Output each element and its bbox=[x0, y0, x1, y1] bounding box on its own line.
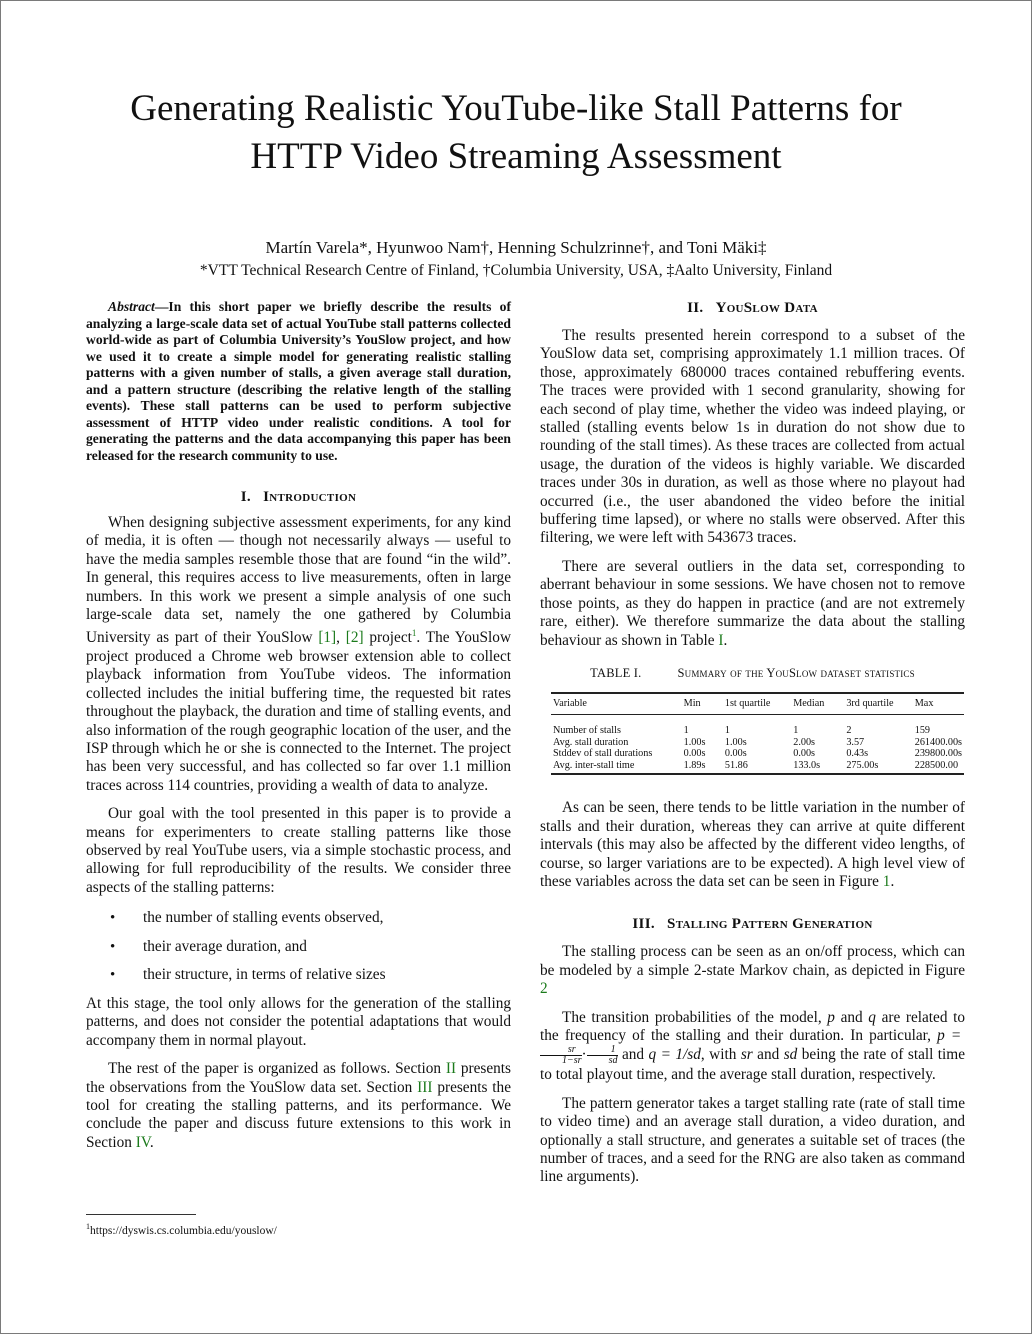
table-cell: 3.57 bbox=[846, 736, 865, 748]
figure-link-1[interactable]: 1 bbox=[882, 872, 891, 890]
figure-link-2[interactable]: 2 bbox=[540, 980, 548, 998]
footnote-divider bbox=[86, 1214, 196, 1215]
bullet-icon: • bbox=[110, 967, 116, 984]
list-item: • their structure, in terms of relative sizes bbox=[110, 966, 386, 984]
intro-paragraph-2: Our goal with the tool presented in this paper is to provide a means for experimenters to create stalling patterns like those observed by real YouTube users, via a simple stochastic process, and allowing for full reproducibility of the results. We consider three aspects of the stalling patterns: bbox=[86, 805, 511, 896]
table-title: Summary of the YouSlow dataset statistics bbox=[677, 665, 915, 680]
intro-paragraph-4: The rest of the paper is organized as follows. Section II presents the observations from the YouSlow data set. Section III presents the tool for creating the stalling patterns, and its performance. We conclude the paper and discuss future extensions to this work in Section IV. bbox=[86, 1060, 511, 1151]
citation-link-2[interactable]: [2] bbox=[345, 629, 364, 647]
table-header-row bbox=[551, 693, 964, 714]
footnote bbox=[86, 1220, 277, 1238]
bullet-icon: • bbox=[110, 910, 116, 927]
table-cell: 0.00s bbox=[724, 748, 747, 760]
table-cell: 133.0s bbox=[793, 759, 821, 771]
table-cell: 261400.00s bbox=[914, 736, 962, 748]
intro-paragraph-1: When designing subjective assessment experiments, for any kind of media, it is often — though not necessarily always — useful to have the media samples resemble those that are found “in the wild”. In general, this requires access to live measurements, often in large numbers. In this work we present a simple analysis of one such large-scale data set, namely the one gathered by Columbia University as part of their YouSlow [1], [2] project$^1$. The YouSlow project produced a Chrome web browser extension able to collect playback information from YouTube videos. The information collected includes the initial buffering time, the requested bit rates throughout the playback, the duration and time of stalling events, and also information of the rough geographic location of the user, and the ISP through which he or she is connected to the Internet. The project has been very successful, and has collected so far over 1.1 million traces across 114 countries, providing a wealth of data to analyze. bbox=[86, 514, 511, 794]
list-item: • the number of stalling events observed, bbox=[110, 909, 384, 927]
table-cell: 275.00s bbox=[846, 759, 879, 771]
table-cell: Stddev of stall durations bbox=[553, 748, 653, 760]
section-heading-youslow-data bbox=[540, 299, 965, 317]
generation-paragraph-1: The stalling process can be seen as an on/off process, which can be modeled by a simple 2-state Markov chain, as depicted in Figure 2 bbox=[540, 943, 965, 998]
table-cell: 0.00s bbox=[683, 748, 706, 760]
list-item: • their average duration, and bbox=[110, 937, 307, 955]
table-caption bbox=[540, 664, 965, 682]
table-cell: 2 bbox=[846, 724, 852, 736]
table-cell: 228500.00 bbox=[914, 759, 959, 771]
generation-paragraph-2: The transition probabilities of the model, p and q are related to the frequency of the stalling and their duration. In particular, p = $\frac{sr}{1-sr}$ · $\frac{1}{sd}$ and q = 1/sd, with sr and sd being the rate of stall time to total playout time, and the average stall duration, respectively. bbox=[540, 1008, 965, 1084]
data-paragraph-3: As can be seen, there tends to be little variation in the number of stalls and their duration, whereas they can arrive at quite different intervals (this may also be affected by the different video lengths, of course, so larger variations are to be expected). A high level view of these variables across the data set can be seen in Figure 1. bbox=[540, 799, 965, 890]
table-cell: Number of stalls bbox=[553, 724, 621, 736]
column-header: Variable bbox=[553, 698, 587, 710]
section-title: Stalling Pattern Generation bbox=[667, 916, 873, 933]
column-header: Max bbox=[914, 698, 934, 710]
author-list: Martín Varela*, Hyunwoo Nam†, Henning Schulzrinne†, and Toni Mäki‡ bbox=[265, 238, 767, 257]
left-column bbox=[86, 299, 511, 1152]
table-cell: 0.43s bbox=[846, 748, 869, 760]
table-cell: Avg. inter-stall time bbox=[553, 759, 635, 771]
title-line-2: HTTP Video Streaming Assessment bbox=[250, 136, 782, 177]
column-header: 3rd quartile bbox=[846, 698, 894, 710]
section-title: YouSlow Data bbox=[715, 300, 818, 316]
section-link-iv[interactable]: IV bbox=[135, 1133, 150, 1151]
table-cell: 1.89s bbox=[683, 759, 706, 771]
abstract-heading: Abstract bbox=[108, 299, 155, 314]
table-cell: 1.00s bbox=[724, 736, 747, 748]
section-title: Introduction bbox=[263, 489, 357, 505]
table-cell: 159 bbox=[914, 724, 931, 736]
table-row bbox=[551, 760, 964, 775]
table-link-i[interactable]: I bbox=[718, 631, 724, 649]
affiliations: *VTT Technical Research Centre of Finland, †Columbia University, USA, ‡Aalto University, Finland bbox=[199, 262, 833, 279]
paper-title bbox=[41, 85, 991, 181]
section-number: III. bbox=[632, 916, 655, 933]
table-row bbox=[551, 714, 964, 736]
right-column bbox=[540, 299, 965, 1187]
column-header: Min bbox=[683, 698, 701, 710]
bullet-icon: • bbox=[110, 938, 116, 955]
data-paragraph-2: There are several outliers in the data set, corresponding to aberrant behaviour in some sessions. We have chosen not to remove those points, as they do happen in practice (and are not extremely rare, either). We therefore summarize the data about the stalling behaviour as shown in Table I. bbox=[540, 557, 965, 649]
table-cell: 1 bbox=[793, 724, 799, 736]
table-cell: 239800.00s bbox=[914, 748, 962, 760]
equation-q: q = 1/sd bbox=[648, 1046, 701, 1064]
table-row bbox=[551, 737, 964, 749]
bullet-list bbox=[86, 909, 511, 995]
table-cell: 2.00s bbox=[793, 736, 816, 748]
section-number: II. bbox=[687, 300, 704, 316]
section-heading-stalling-pattern-generation bbox=[540, 915, 965, 933]
fraction-sr: $\frac{sr}{1-sr}$ bbox=[540, 1045, 582, 1066]
generation-paragraph-3: The pattern generator takes a target stalling rate (rate of stall time to video time) and an average stall duration, a video duration, and optionally a stall structure, and generates a suitable set of traces (the number of traces, and a seed for the RNG are also taken as command line arguments). bbox=[540, 1094, 965, 1186]
title-line-1: Generating Realistic YouTube-like Stall Patterns for bbox=[130, 88, 902, 129]
intro-paragraph-3: At this stage, the tool only allows for the generation of the stalling patterns, and does not consider the potential adaptations that would accompany them in normal playout. bbox=[86, 995, 511, 1049]
stats-table bbox=[551, 692, 964, 775]
citation-link-1[interactable]: [1] bbox=[318, 629, 337, 647]
abstract-text: —In this short paper we briefly describe the results of analyzing a large-scale data set of actual YouTube stall patterns collected world-wide as part of Columbia University’s YouSlow project, and how we used it to create a simple model for generating realistic stalling patterns with a given number of stalls, a given average stall duration, and a pattern structure (describing the relative length of the stalling events). These stall patterns can be used to perform subjective assessment of HTTP video under realistic conditions. A tool for generating the patterns and the data accompanying this paper has been released for the research community to use. bbox=[86, 299, 511, 463]
table-row bbox=[551, 748, 964, 760]
abstract bbox=[86, 299, 511, 464]
section-link-ii[interactable]: II bbox=[445, 1060, 457, 1078]
section-heading-introduction bbox=[86, 488, 511, 506]
table-label: TABLE I. bbox=[590, 665, 642, 680]
table-cell: 1 bbox=[683, 724, 689, 736]
column-header: 1st quartile bbox=[724, 698, 771, 710]
footnote-number: 1 bbox=[86, 1222, 90, 1231]
footnote-url[interactable]: https://dyswis.cs.columbia.edu/youslow/ bbox=[90, 1224, 277, 1237]
section-number: I. bbox=[240, 489, 251, 505]
table-cell: Avg. stall duration bbox=[553, 736, 629, 748]
column-header: Median bbox=[793, 698, 825, 710]
fraction-sd: $\frac{1}{sd}$ bbox=[587, 1045, 618, 1066]
data-paragraph-1: The results presented herein correspond to a subset of the YouSlow data set, comprising approximately 1.1 million traces. Of those, approximately 680000 traces contained rebuffering events. The traces were provided with 1 second granularity, showing for each second of play time, whether the video was indeed playing, or stalled (stalling events below 1s in duration do not show due to rounding of the stall times). As these traces are collected from actual usage, the duration of the videos is highly variable. We discarded traces under 30s in duration, as well as those where no playout had occurred (i.e., the user abandoned the video before the initial buffering time lapsed), or where no stalls were observed. After this filtering, we were left with 543673 traces. bbox=[540, 327, 965, 547]
table-cell: 0.00s bbox=[793, 748, 816, 760]
table-cell: 51.86 bbox=[724, 759, 748, 771]
equation-p: p = bbox=[937, 1026, 962, 1044]
table-cell: 1.00s bbox=[683, 736, 706, 748]
footnote-marker[interactable]: 1 bbox=[411, 628, 417, 639]
section-link-iii[interactable]: III bbox=[417, 1078, 433, 1096]
table-cell: 1 bbox=[724, 724, 730, 736]
